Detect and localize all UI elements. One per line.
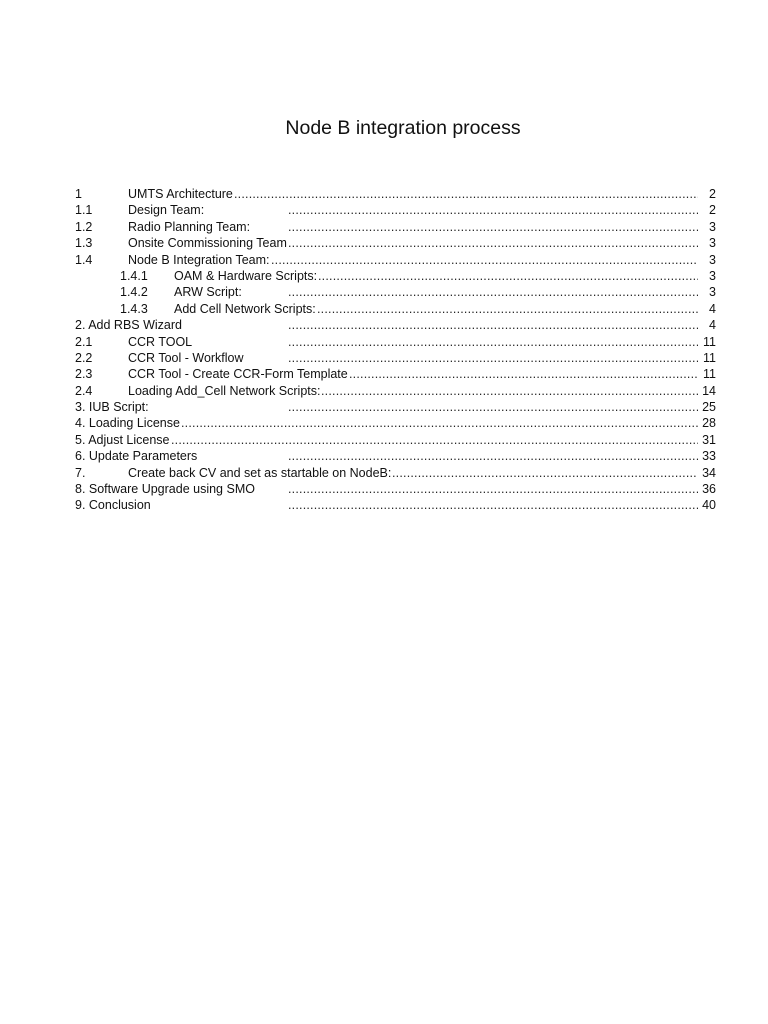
- toc-entry-title: 3. IUB Script:: [75, 400, 149, 415]
- toc-leader-dots: [392, 465, 698, 481]
- toc-entry-title: ARW Script:: [174, 285, 242, 300]
- toc-entry-title: UMTS Architecture: [128, 187, 233, 201]
- toc-entry-title: 4. Loading License: [75, 416, 180, 431]
- toc-entry-number: 2.1: [75, 334, 93, 349]
- toc-leader-dots: [349, 366, 698, 382]
- toc-entry-number: 1.4.2: [120, 285, 148, 300]
- toc-entry[interactable]: [75, 366, 716, 382]
- toc-entry-page: 14: [698, 383, 716, 399]
- toc-leader-dots: [171, 432, 698, 448]
- toc-leader-dots: [318, 268, 698, 284]
- toc-entry[interactable]: [75, 415, 716, 431]
- toc-entry[interactable]: [75, 202, 716, 218]
- toc-entry-page: 3: [698, 235, 716, 251]
- toc-leader-dots: [288, 350, 698, 366]
- toc-entry[interactable]: [75, 219, 716, 235]
- toc-leader-dots: [321, 383, 698, 399]
- toc-entry[interactable]: [75, 268, 716, 284]
- toc-entry-title: 2. Add RBS Wizard: [75, 318, 182, 333]
- toc-leader-dots: [288, 235, 698, 251]
- toc-entry[interactable]: [75, 399, 716, 415]
- toc-leader-dots: [288, 219, 698, 235]
- toc-entry-title: Add Cell Network Scripts:: [174, 301, 316, 316]
- table-of-contents: [75, 186, 716, 514]
- toc-leader-dots: [234, 186, 698, 202]
- toc-entry[interactable]: [75, 350, 716, 366]
- toc-entry[interactable]: [75, 252, 716, 268]
- toc-leader-dots: [288, 284, 698, 300]
- toc-entry[interactable]: [75, 448, 716, 464]
- toc-entry-page: 4: [698, 317, 716, 333]
- toc-entry-title: 6. Update Parameters: [75, 449, 198, 464]
- toc-entry-title: Create back CV and set as startable on NodeB:: [128, 465, 392, 480]
- toc-entry-page: 2: [698, 186, 716, 202]
- toc-entry-page: 25: [698, 399, 716, 415]
- toc-entry-number: 1.1: [75, 203, 93, 218]
- toc-entry-number: 2.2: [75, 350, 93, 365]
- toc-entry-number: 1.4: [75, 252, 93, 267]
- toc-leader-dots: [288, 317, 698, 333]
- toc-leader-dots: [271, 252, 698, 268]
- toc-leader-dots: [288, 448, 698, 464]
- toc-entry-page: 33: [698, 448, 716, 464]
- toc-entry-title: Onsite Commissioning Team: [128, 236, 287, 251]
- toc-entry-page: 36: [698, 481, 716, 497]
- toc-entry-page: 3: [698, 219, 716, 235]
- toc-entry-page: 34: [698, 465, 716, 481]
- toc-entry-number: 2.3: [75, 367, 93, 382]
- toc-entry-title: 5. Adjust License: [75, 432, 170, 447]
- toc-entry-number: 2.4: [75, 383, 93, 398]
- toc-entry-title: OAM & Hardware Scripts:: [174, 268, 318, 283]
- toc-leader-dots: [288, 202, 698, 218]
- toc-leader-dots: [288, 497, 698, 513]
- document-title: Node B integration process: [285, 117, 521, 139]
- toc-entry-title: 9. Conclusion: [75, 498, 151, 513]
- toc-entry-number: 1.2: [75, 219, 93, 234]
- toc-entry[interactable]: [75, 497, 716, 513]
- toc-entry-page: 11: [698, 334, 716, 350]
- toc-entry-title: CCR TOOL: [128, 334, 193, 349]
- toc-entry-title: Design Team:: [128, 203, 205, 218]
- toc-leader-dots: [181, 415, 698, 431]
- toc-entry-title: 8. Software Upgrade using SMO: [75, 482, 255, 497]
- toc-entry-title: Node B Integration Team:: [128, 252, 270, 267]
- toc-entry-title: Loading Add_Cell Network Scripts:: [128, 383, 321, 398]
- toc-entry[interactable]: [75, 481, 716, 497]
- toc-entry[interactable]: [75, 235, 716, 251]
- toc-entry[interactable]: [75, 317, 716, 333]
- toc-entry[interactable]: [75, 334, 716, 350]
- toc-leader-dots: [288, 481, 698, 497]
- toc-entry-page: 31: [698, 432, 716, 448]
- toc-entry-page: 11: [698, 366, 716, 382]
- toc-entry-page: 3: [698, 268, 716, 284]
- toc-entry[interactable]: [75, 383, 716, 399]
- toc-leader-dots: [317, 301, 698, 317]
- toc-entry-title: CCR Tool - Create CCR-Form Template: [128, 367, 348, 382]
- toc-entry-number: 1.4.1: [120, 268, 148, 283]
- toc-leader-dots: [288, 334, 698, 350]
- toc-entry[interactable]: [75, 284, 716, 300]
- toc-entry-page: 2: [698, 202, 716, 218]
- toc-entry[interactable]: [75, 301, 716, 317]
- toc-entry-number: 1.4.3: [120, 301, 148, 316]
- toc-entry-page: 40: [698, 497, 716, 513]
- toc-entry-number: 7.: [75, 465, 86, 480]
- toc-entry-number: 1: [75, 187, 82, 201]
- toc-entry-title: CCR Tool - Workflow: [128, 350, 244, 365]
- toc-entry-title: Radio Planning Team:: [128, 219, 251, 234]
- toc-entry-page: 3: [698, 284, 716, 300]
- toc-entry-number: 1.3: [75, 236, 93, 251]
- toc-entry-page: 11: [698, 350, 716, 366]
- toc-entry-page: 3: [698, 252, 716, 268]
- toc-entry[interactable]: [75, 432, 716, 448]
- toc-entry-page: 28: [698, 415, 716, 431]
- toc-entry[interactable]: [75, 465, 716, 481]
- toc-leader-dots: [288, 399, 698, 415]
- toc-entry[interactable]: [75, 186, 716, 202]
- toc-entry-page: 4: [698, 301, 716, 317]
